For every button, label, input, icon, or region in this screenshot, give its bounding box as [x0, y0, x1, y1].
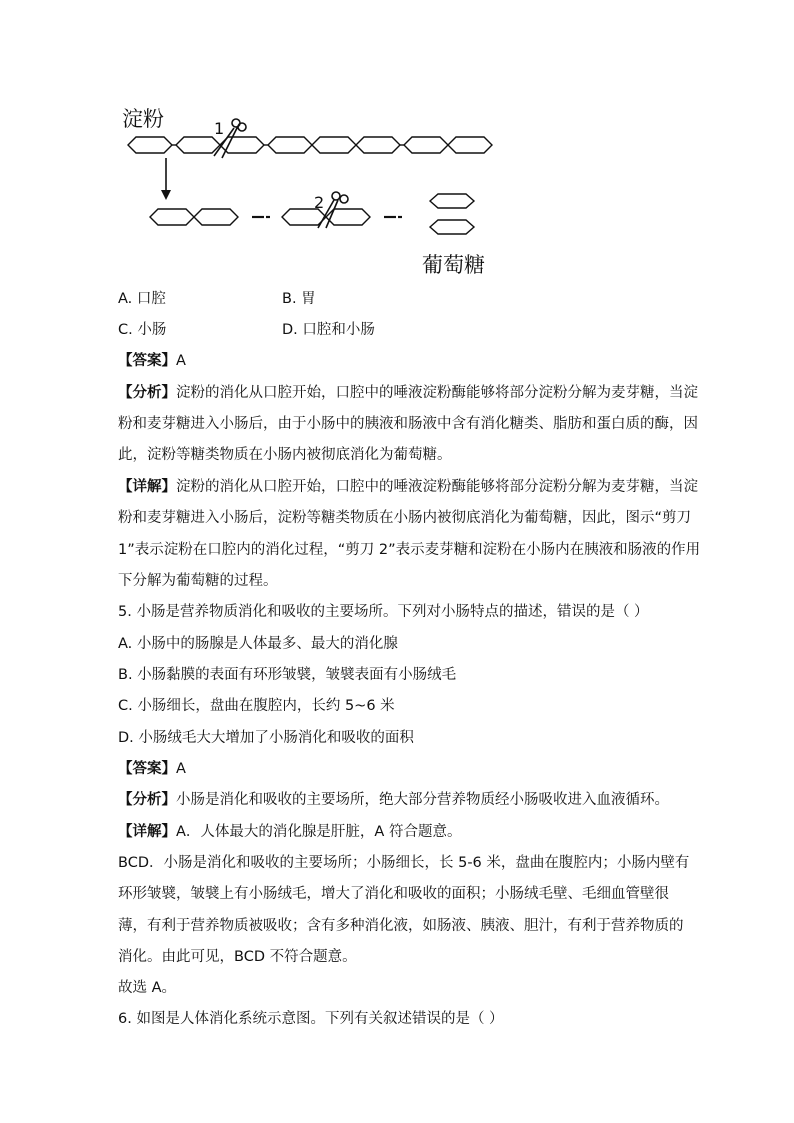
q4-detail-line-3: 1”表示淀粉在口腔内的消化过程，“剪刀 2”表示麦芽糖和淀粉在小肠内在胰液和肠液的作用	[118, 542, 701, 558]
q5-answer: 【答案】A	[118, 761, 186, 777]
answer-value: A	[176, 353, 186, 369]
q4-option-d: D. 口腔和小肠	[282, 322, 375, 338]
q5-conclusion: 故选 A。	[118, 980, 177, 996]
detail-tag: 【详解】	[118, 479, 176, 495]
q4-analysis-line-1: 【分析】淀粉的消化从口腔开始，口腔中的唾液淀粉酶能够将部分淀粉分解为麦芽糖，当淀	[118, 385, 698, 401]
q5-detail-line-1: 【详解】A．人体最大的消化腺是肝脏，A 符合题意。	[118, 824, 462, 840]
q4-answer	[118, 351, 678, 371]
q5-detail-line-5: 消化。由此可见，BCD 不符合题意。	[118, 949, 357, 965]
label-scissors-2: 2	[314, 193, 325, 212]
answer-tag: 【答案】	[118, 353, 176, 369]
label-glucose: 葡萄糖	[422, 253, 485, 277]
q4-detail-line-4: 下分解为葡萄糖的过程。	[118, 573, 278, 589]
q5-option-b: B. 小肠黏膜的表面有环形皱襞，皱襞表面有小肠绒毛	[118, 667, 457, 683]
glucose-molecules	[430, 194, 474, 234]
q5-option-d: D. 小肠绒毛大大增加了小肠消化和吸收的面积	[118, 730, 414, 746]
q5-option-a: A. 小肠中的肠腺是人体最多、最大的消化腺	[118, 636, 398, 652]
analysis-tag: 【分析】	[118, 385, 176, 401]
q4-detail-line-2: 粉和麦芽糖进入小肠后，淀粉等糖类物质在小肠内被彻底消化为葡萄糖，因此，图示“剪刀	[118, 510, 692, 526]
q5-detail-line-3: 环形皱襞，皱襞上有小肠绒毛，增大了消化和吸收的面积；小肠绒毛壁、毛细血管壁很	[118, 886, 669, 902]
arrow-down-icon	[161, 158, 171, 200]
q4-detail-line-1: 【详解】淀粉的消化从口腔开始，口腔中的唾液淀粉酶能够将部分淀粉分解为麦芽糖，当淀	[118, 479, 698, 495]
q5-analysis: 【分析】小肠是消化和吸收的主要场所，绝大部分营养物质经小肠吸收进入血液循环。	[118, 792, 669, 808]
q5-detail-line-4: 薄，有利于营养物质被吸收；含有多种消化液，如肠液、胰液、胆汁，有利于营养物质的	[118, 918, 684, 934]
label-starch: 淀粉	[122, 107, 164, 131]
q5-option-c: C. 小肠细长，盘曲在腹腔内，长约 5~6 米	[118, 698, 395, 714]
q6-stem: 6. 如图是人体消化系统示意图。下列有关叙述错误的是（ ）	[118, 1011, 504, 1027]
q4-option-c: C. 小肠	[118, 322, 167, 338]
starch-chain	[128, 137, 492, 153]
q4-analysis-line-2: 粉和麦芽糖进入小肠后，由于小肠中的胰液和肠液中含有消化糖类、脂肪和蛋白质的酶，因	[118, 416, 698, 432]
maltose-chain	[150, 209, 238, 225]
q4-analysis-line-3: 此，淀粉等糖类物质在小肠内被彻底消化为葡萄糖。	[118, 447, 452, 463]
label-scissors-1: 1	[214, 119, 225, 138]
q4-option-a: A. 口腔	[118, 291, 166, 307]
starch-digestion-diagram	[118, 100, 518, 280]
q5-detail-line-2: BCD．小肠是消化和吸收的主要场所；小肠细长，长 5-6 米，盘曲在腹腔内；小肠内壁有	[118, 855, 690, 871]
q5-stem: 5. 小肠是营养物质消化和吸收的主要场所。下列对小肠特点的描述，错误的是（ ）	[118, 604, 649, 620]
q4-option-b: B. 胃	[282, 291, 316, 307]
maltose-pair	[282, 209, 370, 225]
